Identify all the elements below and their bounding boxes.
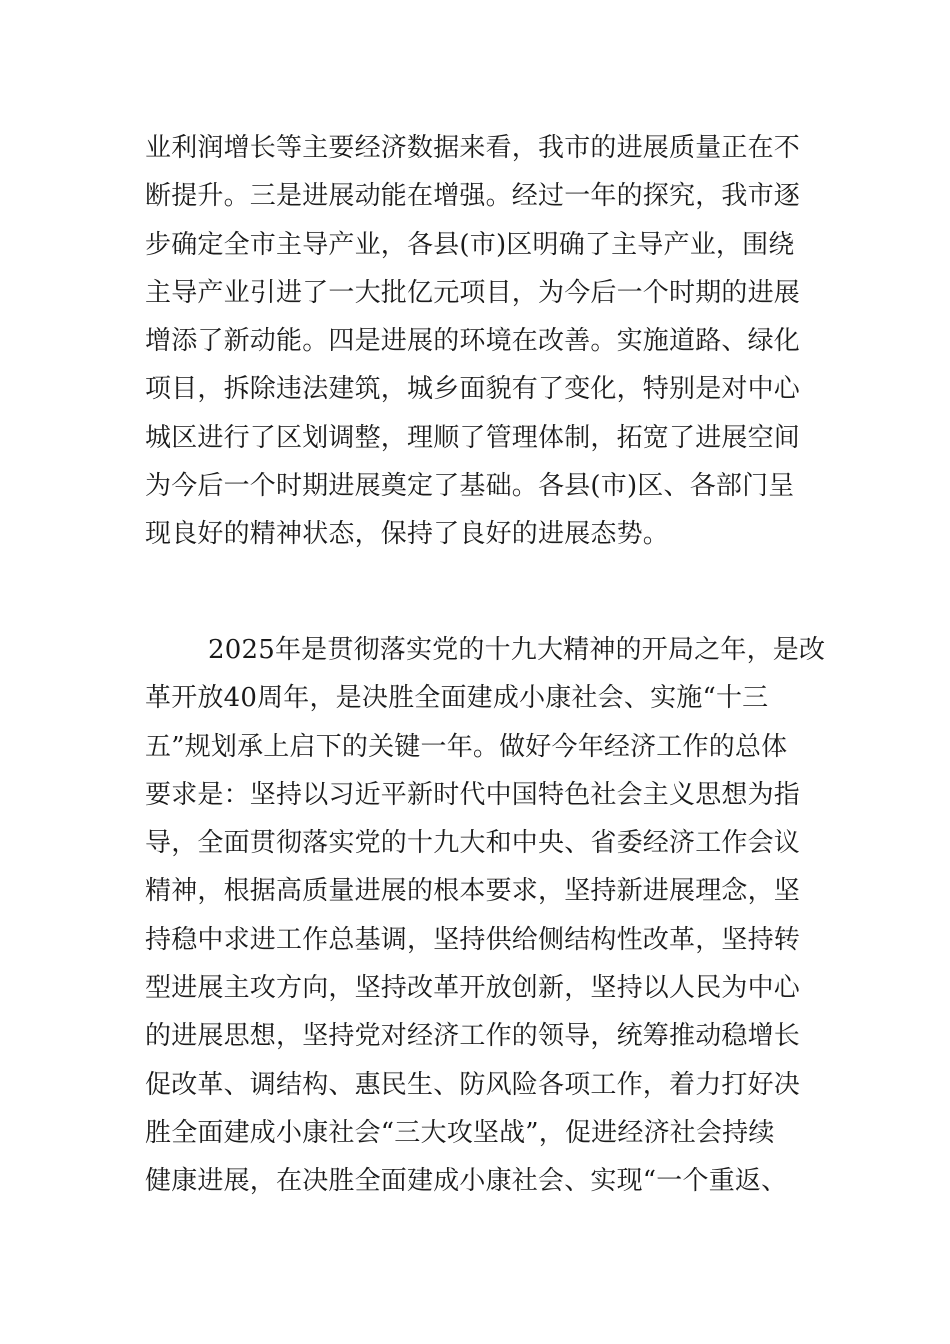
text-line: 型进展主攻方向，坚持改革开放创新，坚持以人民为中心 (145, 973, 801, 1004)
text-line: 增添了新动能。四是进展的环境在改善。实施道路、绿化 (145, 326, 801, 357)
text-line: 步确定全市主导产业，各县(市)区明确了主导产业，围绕 (145, 229, 795, 260)
text-line: 城区进行了区划调整，理顺了管理体制，拓宽了进展空间 (145, 422, 801, 453)
text-line: 的进展思想，坚持党对经济工作的领导，统筹推动稳增长 (145, 1021, 801, 1052)
text-line: 革开放40周年，是决胜全面建成小康社会、实施“十三 (145, 683, 769, 714)
paragraph-2 (145, 626, 826, 1206)
text-line: 2025年是贯彻落实党的十九大精神的开局之年，是改 (208, 635, 826, 665)
text-line: 持稳中求进工作总基调，坚持供给侧结构性改革，坚持转 (145, 924, 801, 955)
text-line: 精神，根据高质量进展的根本要求，坚持新进展理念，坚 (145, 876, 801, 907)
text-line: 为今后一个时期进展奠定了基础。各县(市)区、各部门呈 (145, 471, 795, 502)
text-line: 胜全面建成小康社会“三大攻坚战”，促进经济社会持续 (145, 1117, 775, 1148)
text-line: 健康进展，在决胜全面建成小康社会、实现“一个重返、 (145, 1166, 788, 1197)
text-line: 项目，拆除违法建筑，城乡面貌有了变化，特别是对中心 (145, 374, 801, 405)
text-line: 促改革、调结构、惠民生、防风险各项工作，着力打好决 (145, 1069, 801, 1100)
text-line: 五”规划承上启下的关键一年。做好今年经济工作的总体 (145, 731, 788, 762)
text-line: 业利润增长等主要经济数据来看，我市的进展质量正在不 (145, 133, 801, 163)
text-line: 导，全面贯彻落实党的十九大和中央、省委经济工作会议 (145, 828, 801, 859)
text-line: 主导产业引进了一大批亿元项目，为今后一个时期的进展 (145, 277, 801, 308)
text-line: 要求是：坚持以习近平新时代中国特色社会主义思想为指 (145, 779, 801, 810)
text-line: 断提升。三是进展动能在增强。经过一年的探究，我市逐 (145, 181, 801, 212)
paragraph-1 (145, 124, 815, 559)
text-line: 现良好的精神状态，保持了良好的进展态势。 (145, 519, 670, 550)
